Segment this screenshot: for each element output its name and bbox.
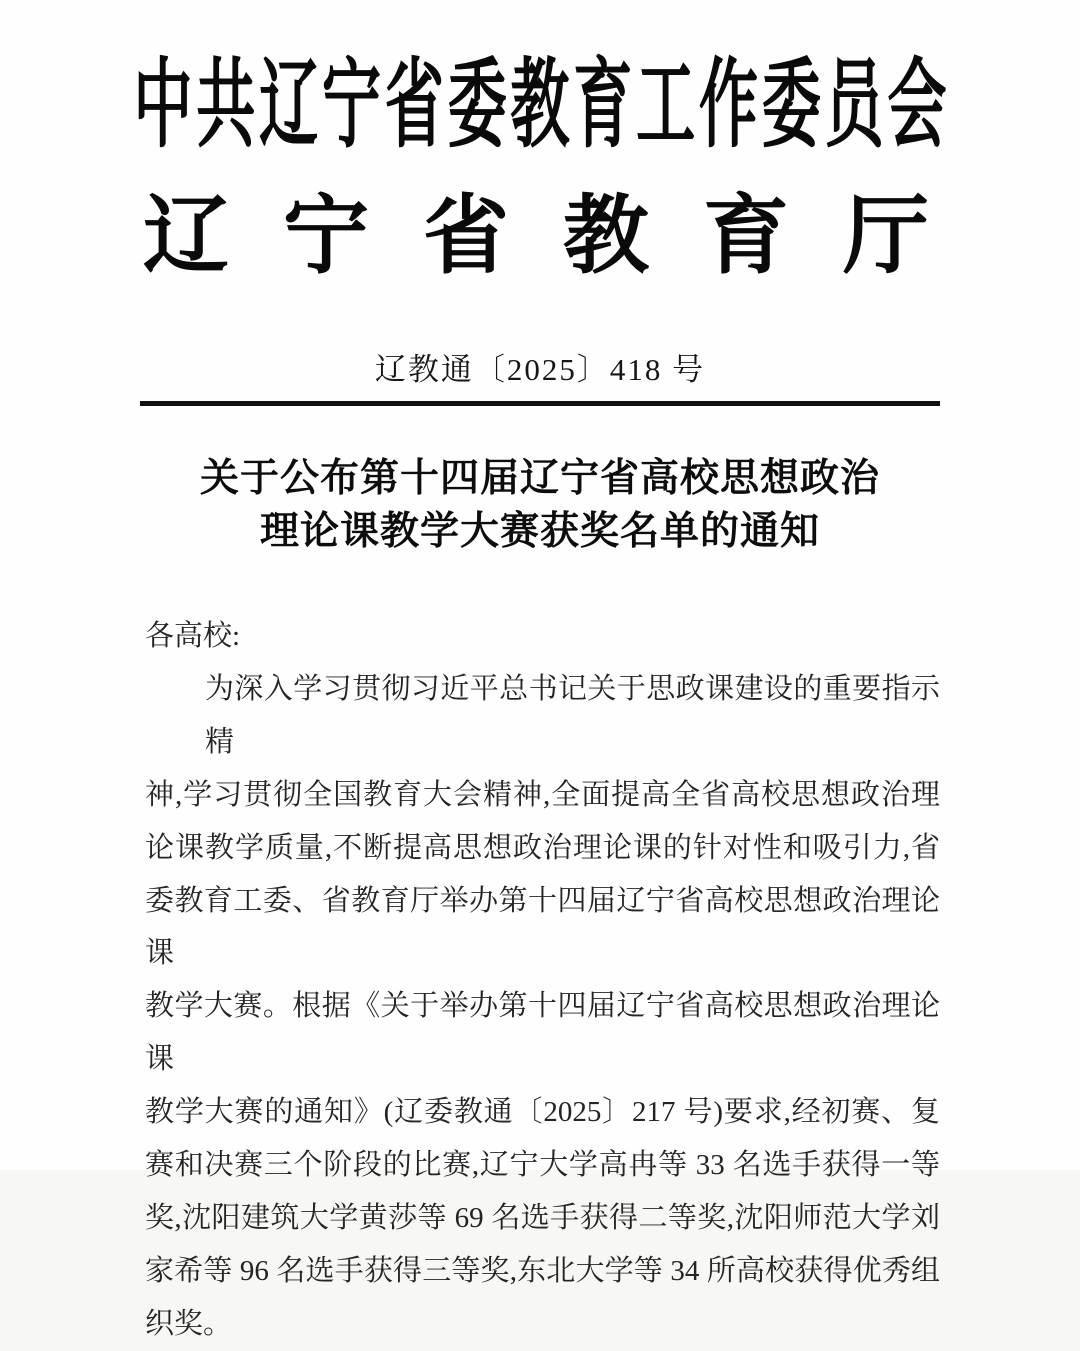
notice-title-line-2: 理论课教学大赛获奖名单的通知	[259, 510, 820, 553]
header-divider-rule	[140, 401, 940, 406]
document-number: 辽教通〔2025〕418 号	[374, 352, 706, 387]
body-line-10: 织奖。	[145, 1307, 233, 1340]
body-line-8: 奖,沈阳建筑大学黄莎等 69 名选手获得二等奖,沈阳师范大学刘	[145, 1201, 940, 1234]
issuing-org-primary: 中共辽宁省委教育工作委员会	[133, 52, 951, 159]
notice-title-line-1: 关于公布第十四届辽宁省高校思想政治	[199, 457, 880, 500]
notice-title	[0, 452, 1080, 558]
body-line-7: 赛和决赛三个阶段的比赛,辽宁大学高冉等 33 名选手获得一等	[145, 1149, 940, 1182]
body-line-1: 为深入学习贯彻习近平总书记关于思政课建设的重要指示精	[205, 672, 940, 758]
body-line-6: 教学大赛的通知》(辽委教通〔2025〕217 号)要求,经初赛、复	[145, 1096, 940, 1129]
body-line-3: 论课教学质量,不断提高思想政治理论课的针对性和吸引力,省	[145, 831, 940, 864]
salutation: 各高校:	[145, 620, 241, 652]
body-line-9: 家希等 96 名选手获得三等奖,东北大学等 34 所高校获得优秀组	[145, 1254, 940, 1287]
body-line-5: 教学大赛。根据《关于举办第十四届辽宁省高校思想政治理论课	[145, 990, 940, 1076]
body-line-2: 神,学习贯彻全国教育大会精神,全面提高全省高校思想政治理	[145, 778, 940, 811]
notice-body	[145, 610, 940, 1351]
body-line-4: 委教育工委、省教育厅举办第十四届辽宁省高校思想政治理论课	[145, 884, 940, 970]
issuing-org-secondary: 辽宁省教育厅	[143, 188, 983, 284]
